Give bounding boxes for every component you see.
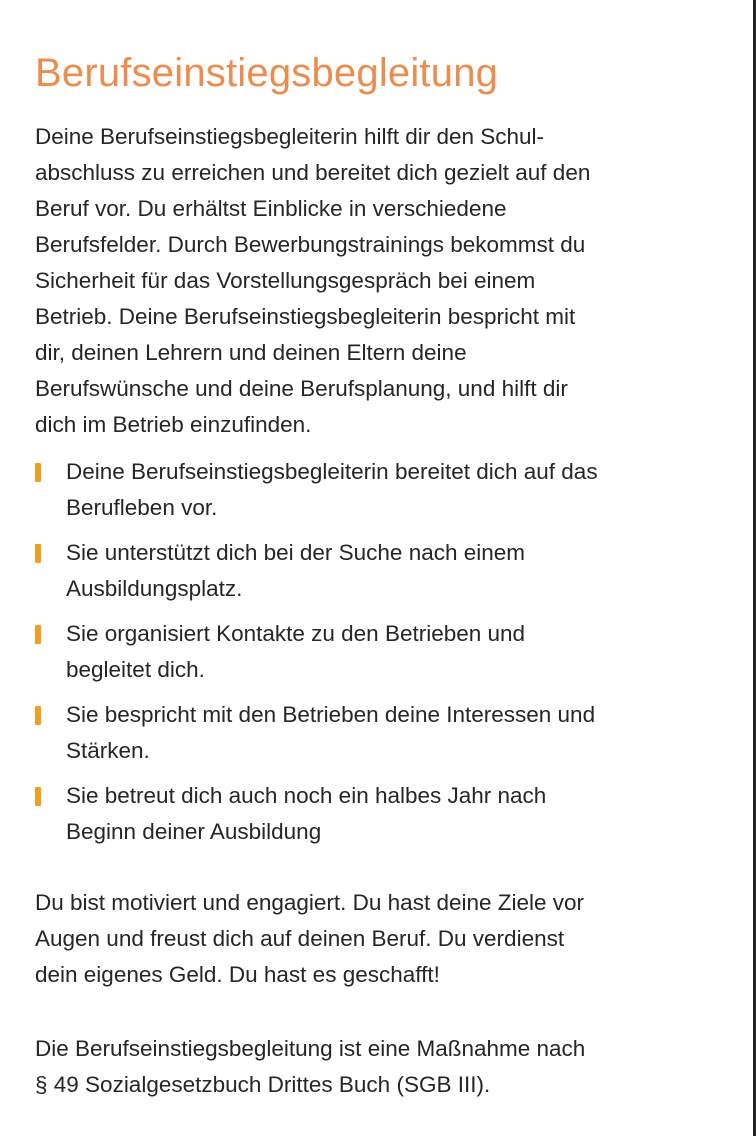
bullet-line: Sie organisiert Kontakte zu den Betrieben und (66, 621, 526, 646)
legal-note-line: Die Berufseinstiegsbegleitung ist eine Maßnahme nach (35, 1036, 586, 1061)
bullet-line: Ausbildungsplatz. (66, 576, 243, 601)
intro-line: Beruf vor. Du erhältst Einblicke in verschiedene (35, 196, 507, 221)
legal-note-paragraph (35, 1031, 585, 1103)
bullet-marker-icon (35, 787, 41, 806)
bullet-line: Sie betreut dich auch noch ein halbes Jahr nach (66, 783, 547, 808)
bullet-line: Sie bespricht mit den Betrieben deine Interessen und (66, 702, 596, 727)
intro-line: dir, deinen Lehrern und deinen Eltern deine (35, 340, 467, 365)
bullet-item (35, 778, 598, 850)
motivation-line: Du bist motiviert und engagiert. Du hast deine Ziele vor (35, 890, 585, 915)
page-title: Berufseinstiegsbegleitung (35, 51, 499, 95)
bullet-item (35, 616, 598, 688)
legal-note-line: § 49 Sozialgesetzbuch Drittes Buch (SGB III). (35, 1072, 491, 1097)
bullet-marker-icon (35, 625, 41, 644)
bullet-marker-icon (35, 706, 41, 725)
bullet-list (35, 454, 598, 859)
bullet-item (35, 535, 598, 607)
bullet-item (35, 454, 598, 526)
bullet-line: Sie unterstützt dich bei der Suche nach einem (66, 540, 526, 565)
intro-paragraph (35, 119, 590, 443)
bullet-item (35, 697, 598, 769)
bullet-marker-icon (35, 544, 41, 563)
bullet-marker-icon (35, 463, 41, 482)
bullet-line: Berufleben vor. (66, 495, 218, 520)
intro-line: Betrieb. Deine Berufseinstiegsbegleiterin bespricht mit (35, 304, 576, 329)
intro-line: Deine Berufseinstiegsbegleiterin hilft dir den Schul- (35, 124, 545, 149)
bullet-line: Deine Berufseinstiegsbegleiterin bereitet dich auf das (66, 459, 598, 484)
motivation-line: Augen und freust dich auf deinen Beruf. Du verdienst (35, 926, 565, 951)
intro-line: dich im Betrieb einzufinden. (35, 412, 312, 437)
intro-line: abschluss zu erreichen und bereitet dich gezielt auf den (35, 160, 591, 185)
intro-line: Sicherheit für das Vorstellungsgespräch bei einem (35, 268, 536, 293)
intro-line: Berufswünsche und deine Berufsplanung, und hilft dir (35, 376, 568, 401)
bullet-line: Beginn deiner Ausbildung (66, 819, 322, 844)
bullet-line: begleitet dich. (66, 657, 205, 682)
motivation-paragraph (35, 885, 584, 993)
bullet-line: Stärken. (66, 738, 150, 763)
motivation-line: dein eigenes Geld. Du hast es geschafft! (35, 962, 440, 987)
intro-line: Berufsfelder. Durch Bewerbungstrainings bekommst du (35, 232, 586, 257)
